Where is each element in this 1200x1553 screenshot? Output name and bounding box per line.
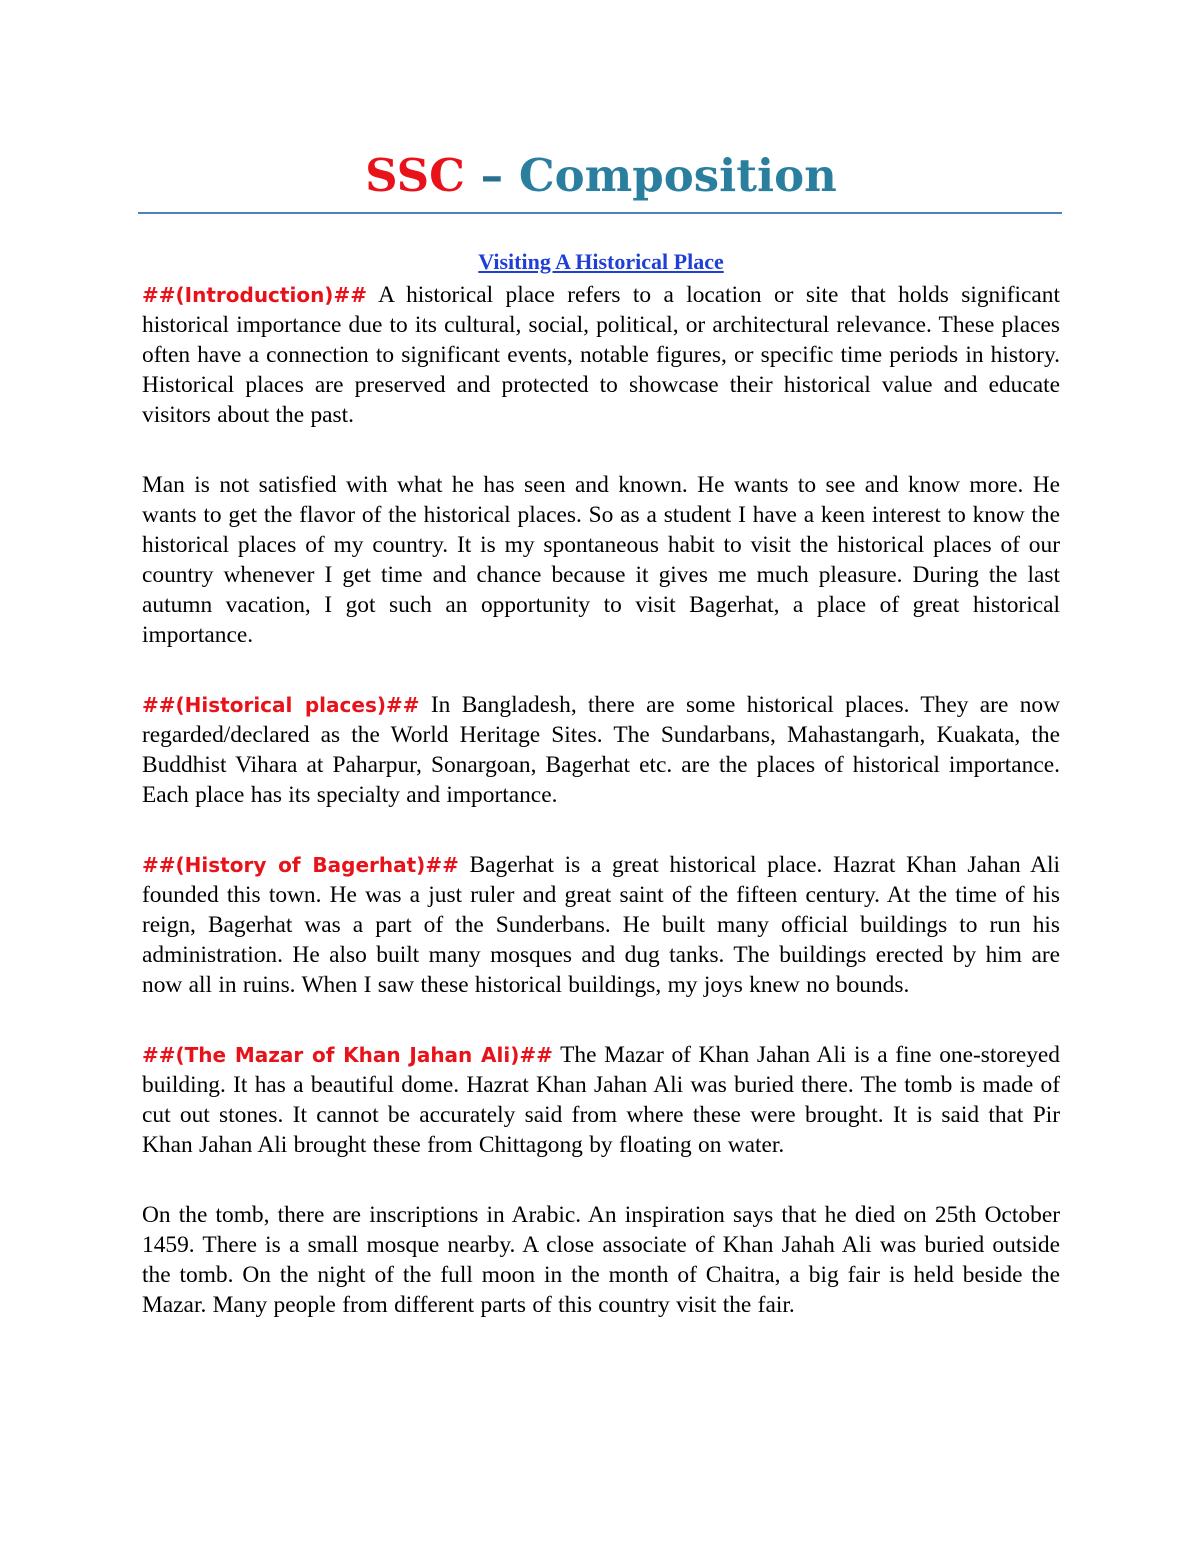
title-composition: Composition xyxy=(518,149,837,202)
title-divider xyxy=(138,212,1062,214)
paragraph-motivation xyxy=(142,470,1060,650)
paragraph-historical-places xyxy=(142,690,1060,810)
paragraph-text: A historical place refers to a location or site that holds significant historical importance due to its cultural, social, political, or architectural relevance. These places often have a connection to significant events, notable figures, or specific time periods in history. Historical places are preserved and protected to showcase their historical value and educate visitors about the past. xyxy=(142,282,1060,428)
section-heading: ##(The Mazar of Khan Jahan Ali)## xyxy=(142,1043,553,1067)
paragraph-text: The Mazar of Khan Jahan Ali is a fine one-storeyed building. It has a beautiful dome. Hazrat Khan Jahan Ali was buried there. The tomb is made of cut out stones. It cannot be accurately said from where these were brought. It is said that Pir Khan Jahan Ali brought these from Chittagong by floating on water. xyxy=(142,1042,1060,1158)
paragraph-text: In Bangladesh, there are some historical places. They are now regarded/declared as the World Heritage Sites. The Sundarbans, Mahastangarh, Kuakata, the Buddhist Vihara at Paharpur, Sonargoan, Bagerhat etc. are the places of historical importance. Each place has its specialty and importance. xyxy=(142,692,1060,808)
paragraph-tomb xyxy=(142,1200,1060,1320)
page-title xyxy=(140,146,1062,206)
title-ssc: SSC xyxy=(365,149,465,202)
title-dash: – xyxy=(465,149,519,202)
paragraph-text: Man is not satisfied with what he has seen and known. He wants to see and know more. He wants to get the flavor of the historical places. So as a student I have a keen interest to know the historical places of my country. It is my spontaneous habit to visit the historical places of our country whenever I get time and chance because it gives me much pleasure. During the last autumn vacation, I got such an opportunity to visit Bagerhat, a place of great historical importance. xyxy=(142,472,1060,648)
section-heading: ##(History of Bagerhat)## xyxy=(142,853,459,877)
section-heading: ##(Introduction)## xyxy=(142,283,367,307)
paragraph-text: Bagerhat is a great historical place. Hazrat Khan Jahan Ali founded this town. He was a just ruler and great saint of the fifteen century. At the time of his reign, Bagerhat was a part of the Sunderbans. He built many official buildings to run his administration. He also built many mosques and dug tanks. The buildings erected by him are now all in ruins. When I saw these historical buildings, my joys knew no bounds. xyxy=(142,852,1060,998)
essay-body xyxy=(142,280,1060,1360)
paragraph-text: On the tomb, there are inscriptions in Arabic. An inspiration says that he died on 25th October 1459. There is a small mosque nearby. A close associate of Khan Jahah Ali was buried outside the tomb. On the night of the full moon in the month of Chaitra, a big fair is held beside the Mazar. Many people from different parts of this country visit the fair. xyxy=(142,1202,1060,1318)
paragraph-mazar xyxy=(142,1040,1060,1160)
paragraph-introduction xyxy=(142,280,1060,430)
essay-title-link[interactable]: Visiting A Historical Place xyxy=(478,249,724,274)
section-heading: ##(Historical places)## xyxy=(142,693,420,717)
paragraph-history-of-bagerhat xyxy=(142,850,1060,1000)
